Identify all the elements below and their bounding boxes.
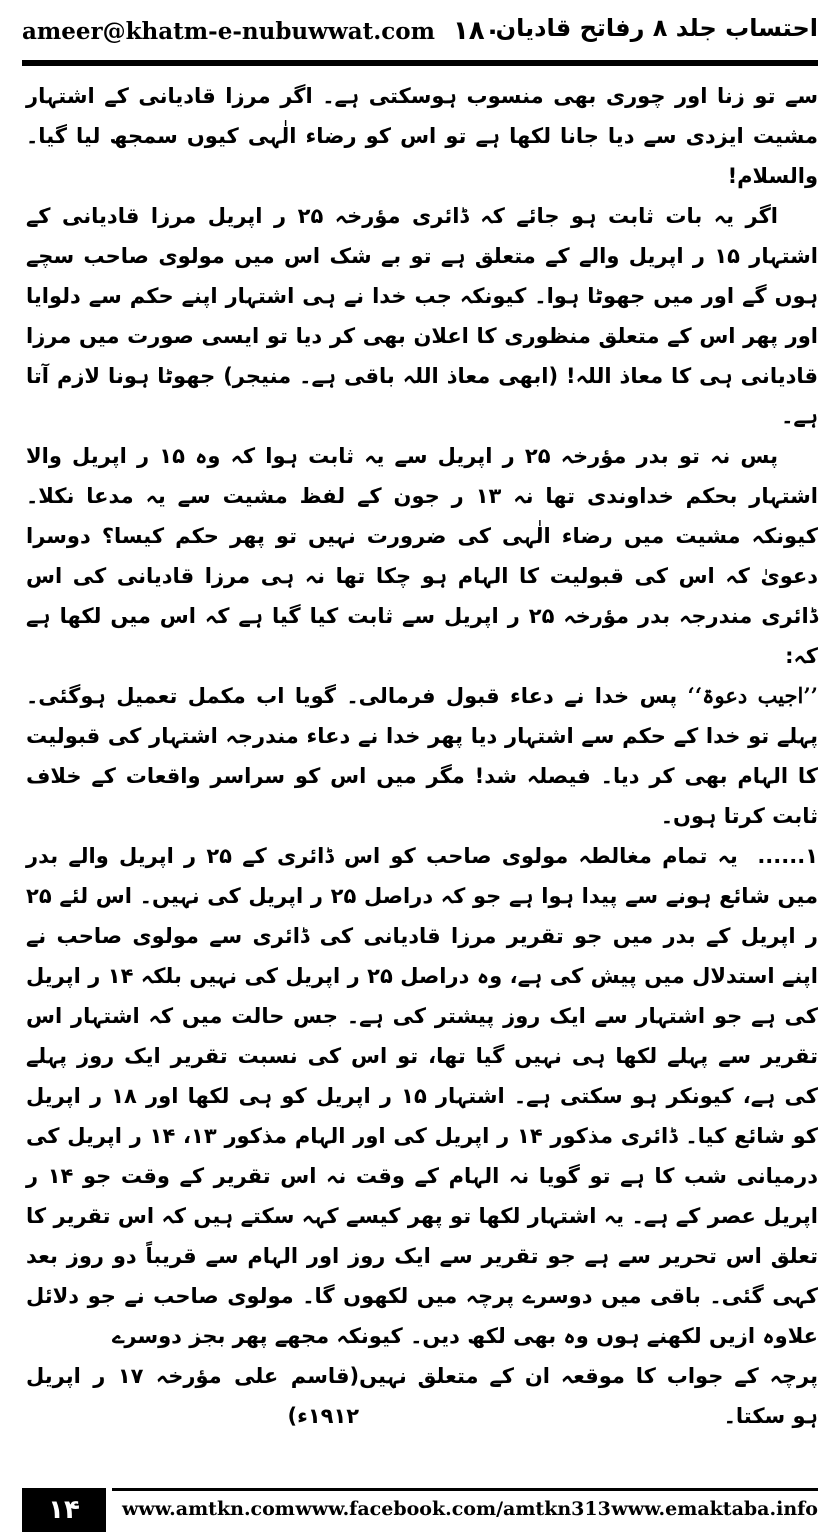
quoted-revelation: ’’اجیب دعوۃ‘‘ [687, 683, 818, 708]
closing-line [26, 1356, 818, 1436]
paragraph-quote [26, 676, 818, 836]
header-left-group [22, 16, 501, 46]
page-body [26, 76, 818, 1436]
footer-link-amtkn[interactable]: www.amtkn.com [122, 1498, 295, 1520]
paragraph-condition: اگر یہ بات ثابت ہو جائے کہ ڈائری مؤرخہ ۲۵ ر اپریل مرزا قادیانی کے اشتہار ۱۵ ر اپریل والے کے متعلق ہے تو بے شک اس میں مولوی صاحب سچے ہوں گے اور میں جھوٹا ہوا۔ کیونکہ جب خدا نے ہی اشتہار اپنے حکم سے دلوایا اور پھر اس کے متعلق منظوری کا اعلان بھی کر دیا تو ایسی صورت میں مرزا قادیانی ہی کا معاذ اللہ! (ابھی معاذ اللہ باقی ہے۔ منیجر) جھوٹا ہونا لازم آتا ہے۔ [26, 204, 818, 428]
quote-continuation: پس خدا نے دعاء قبول فرمالی۔ گویا اب مکمل تعمیل ہوگئی۔ پہلے تو خدا کے حکم سے اشتہار دیا پھر خدا نے دعاء مندرجہ اشتہار کی قبولیت کا الہام بھی کر دیا۔ فیصلہ شد! مگر میں اس کو سراسر واقعات کے خلاف ثابت کرتا ہوں۔ [26, 684, 818, 828]
paragraph-argument: پس نہ تو بدر مؤرخہ ۲۵ ر اپریل سے یہ ثابت ہوا کہ وہ ۱۵ ر اپریل والا اشتہار بحکم خداوندی تھا نہ ۱۳ ر جون کے لفظ مشیت سے یہ مدعا نکلا۔ کیونکہ مشیت میں رضاء الٰہی کی ضرورت نہیں تو پھر حکم کیسا؟ دوسرا دعویٰ کہ اس کی قبولیت کا الہام ہو چکا تھا نہ ہی مرزا قادیانی کی اس ڈائری مندرجہ بدر مؤرخہ ۲۵ ر اپریل سے ثابت کیا گیا ہے کہ اس میں لکھا ہے کہ: [26, 444, 818, 668]
footnote-marker: ۱...... [757, 844, 819, 868]
signature: (قاسم علی مؤرخہ ۱۷ ر اپریل ۱۹۱۲ء) [26, 1364, 360, 1428]
footer-divider [112, 1488, 818, 1491]
footnote-paragraph [26, 836, 818, 1356]
footnote-text: یہ تمام مغالطہ مولوی صاحب کو اس ڈائری کے ۲۵ ر اپریل والے بدر میں شائع ہونے سے پیدا ہوا ہے جو کہ دراصل ۲۵ ر اپریل کی نہیں۔ اس لئے ۲۵ ر اپریل کے بدر میں جو تقریر مرزا قادیانی کی ڈائری سے مولوی صاحب نے اپنے استدلال میں پیش کی ہے، وہ دراصل ۲۵ ر اپریل کی نہیں بلکہ ۱۴ ر اپریل کی ہے جو اشتہار سے ایک روز پیشتر کی ہے۔ جس حالت میں کہ اشتہار اس تقریر سے پہلے لکھا ہی نہیں گیا تھا، تو اس کی نسبت تقریر ایک روز پہلے کی ہے، کیونکر ہو سکتی ہے۔ اشتہار ۱۵ ر اپریل کو ہی لکھا اور ۱۸ ر اپریل کو شائع کیا۔ ڈائری مذکور ۱۴ ر اپریل کی اور الہام مذکور ۱۳، ۱۴ ر اپریل کی درمیانی شب کا ہے تو گویا نہ الہام کے وقت نہ اس تقریر کے وقت جو ۱۴ ر اپریل عصر کے ہے۔ یہ اشتہار لکھا تو پھر کیسے کہہ سکتے ہیں کہ اس تقریر کا تعلق اس تحریر سے ہے جو تقریر سے ایک روز اور الہام سے قریباً دو روز بعد کہی گئی۔ باقی میں دوسرے پرچہ میں لکھوں گا۔ مولوی صاحب نے جو دلائل علاوہ ازیں لکھنے ہوں وہ بھی لکھ دیں۔ کیونکہ مجھے پھر بجز دوسرے [26, 844, 819, 1348]
header-email[interactable]: ameer@khatm-e-nubuwwat.com [22, 18, 435, 45]
footer-page-box: ۱۴ [22, 1488, 106, 1532]
page-footer [22, 1488, 818, 1532]
header-divider [22, 60, 818, 66]
page-header [22, 12, 818, 58]
header-page-number: ۱۸۰ [452, 16, 501, 46]
footer-link-emaktaba[interactable]: www.emaktaba.info [611, 1498, 818, 1520]
footer-links [122, 1498, 818, 1520]
book-title: احتساب جلد ۸ رفاتح قادیان [495, 14, 818, 42]
closing-text: پرچہ کے جواب کا موقعہ ان کے متعلق نہیں ہو سکتا۔ [359, 1364, 818, 1428]
paragraph-opening: سے تو زنا اور چوری بھی منسوب ہوسکتی ہے۔ اگر مرزا قادیانی کے اشتہار مشیت ایزدی سے دیا جانا لکھا ہے تو اس کو رضاء الٰہی کیوں سمجھ لیا گیا۔ والسلام! [26, 84, 818, 188]
footer-link-facebook[interactable]: www.facebook.com/amtkn313 [295, 1498, 611, 1520]
